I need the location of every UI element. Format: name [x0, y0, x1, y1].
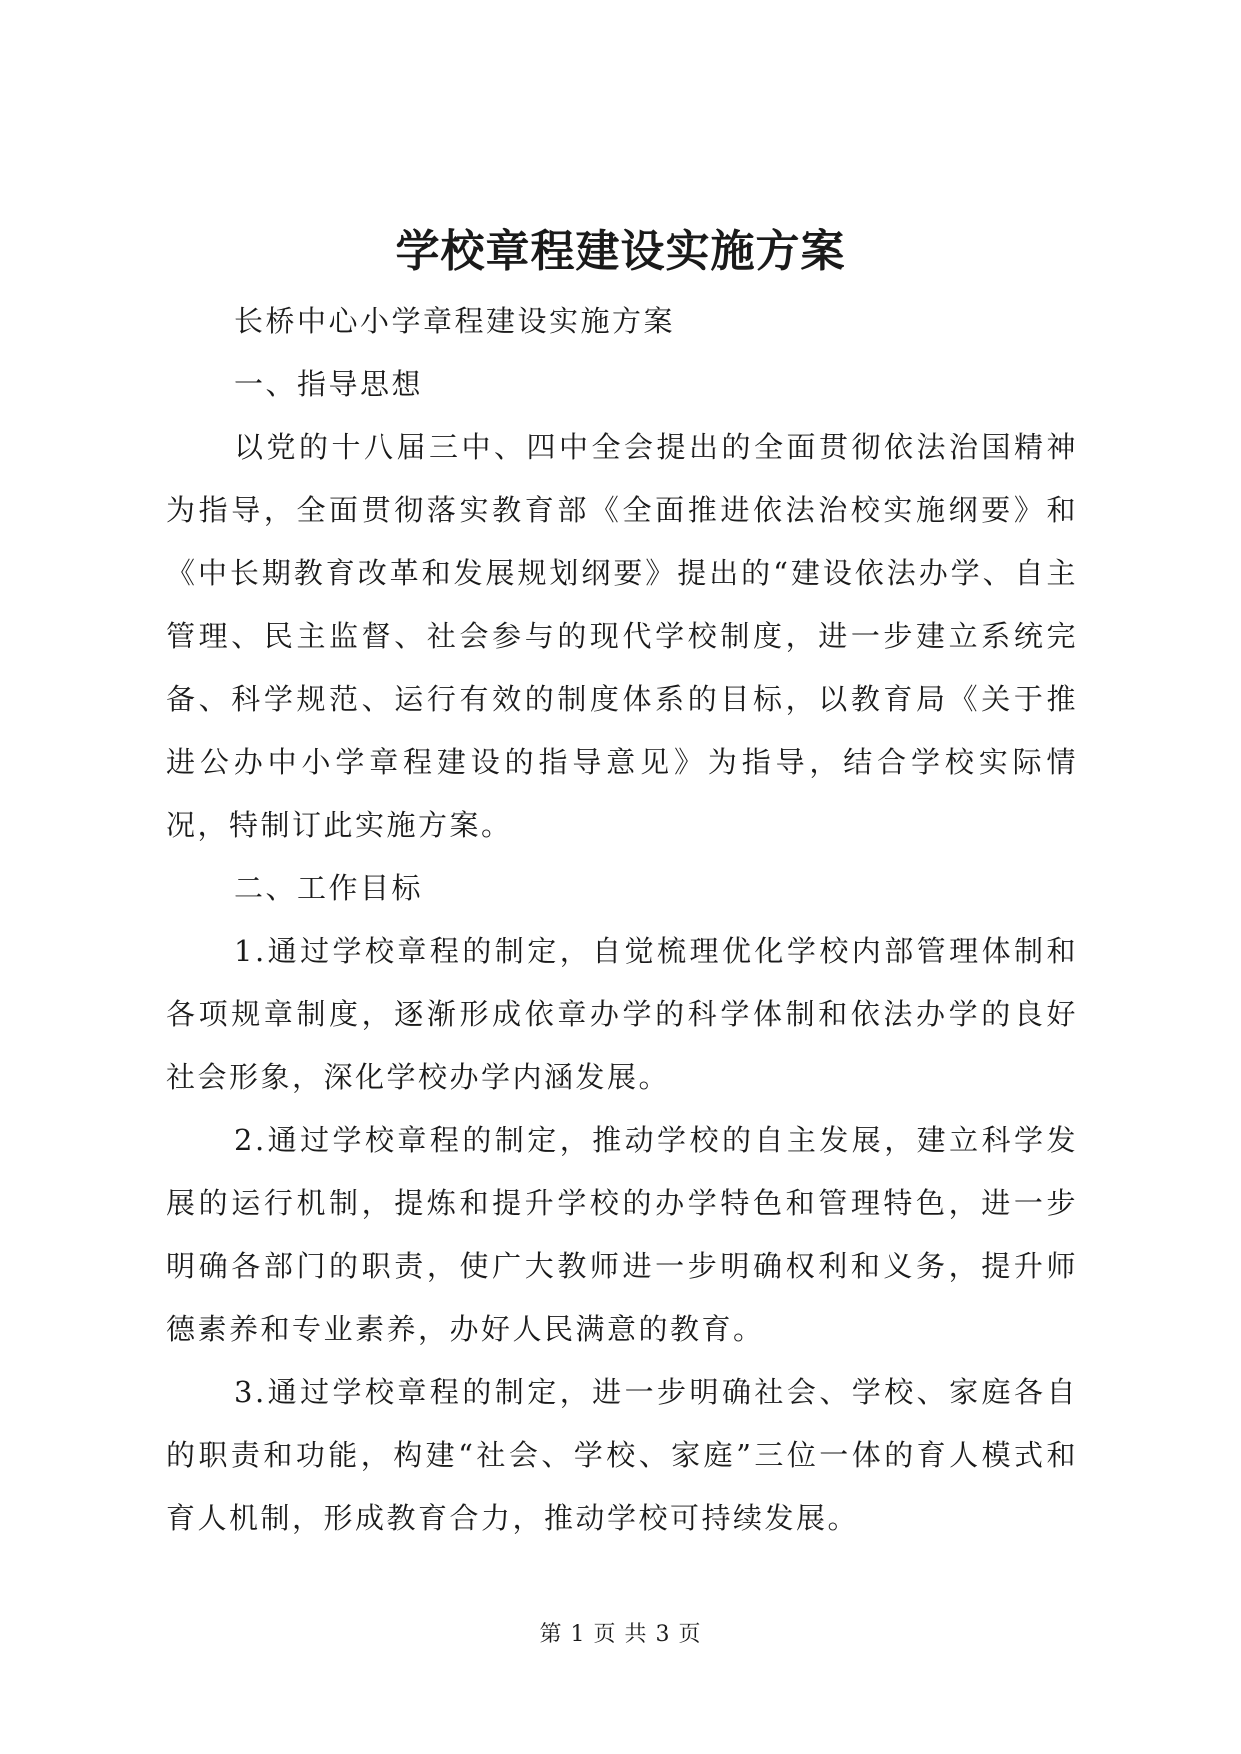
paragraph-school-name: 长桥中心小学章程建设实施方案 — [234, 304, 676, 338]
page-number-footer: 第 1 页 共 3 页 — [539, 1622, 702, 1647]
section-heading-work-goals: 二、工作目标 — [234, 871, 424, 905]
document-body — [166, 290, 1078, 1550]
paragraph-goal-3: 3.通过学校章程的制定，进一步明确社会、学校、家庭各自的职责和功能，构建“社会、学校、家庭”三位一体的育人模式和育人机制，形成教育合力，推动学校可持续发展。 — [166, 1375, 1078, 1535]
document-title: 学校章程建设实施方案 — [395, 226, 846, 277]
section-heading-guiding-ideology: 一、指导思想 — [234, 367, 424, 401]
paragraph-guiding-ideology: 以党的十八届三中、四中全会提出的全面贯彻依法治国精神为指导，全面贯彻落实教育部《全面推进依法治校实施纲要》和《中长期教育改革和发展规划纲要》提出的“建设依法办学、自主管理、民主监督、社会参与的现代学校制度，进一步建立系统完备、科学规范、运行有效的制度体系的目标，以教育局《关于推进公办中小学章程建设的指导意见》为指导，结合学校实际情况，特制订此实施方案。 — [166, 430, 1078, 842]
paragraph-goal-2: 2.通过学校章程的制定，推动学校的自主发展，建立科学发展的运行机制，提炼和提升学校的办学特色和管理特色，进一步明确各部门的职责，使广大教师进一步明确权利和义务，提升师德素养和专业素养，办好人民满意的教育。 — [166, 1123, 1078, 1346]
paragraph-goal-1: 1.通过学校章程的制定，自觉梳理优化学校内部管理体制和各项规章制度，逐渐形成依章办学的科学体制和依法办学的良好社会形象，深化学校办学内涵发展。 — [166, 934, 1078, 1094]
